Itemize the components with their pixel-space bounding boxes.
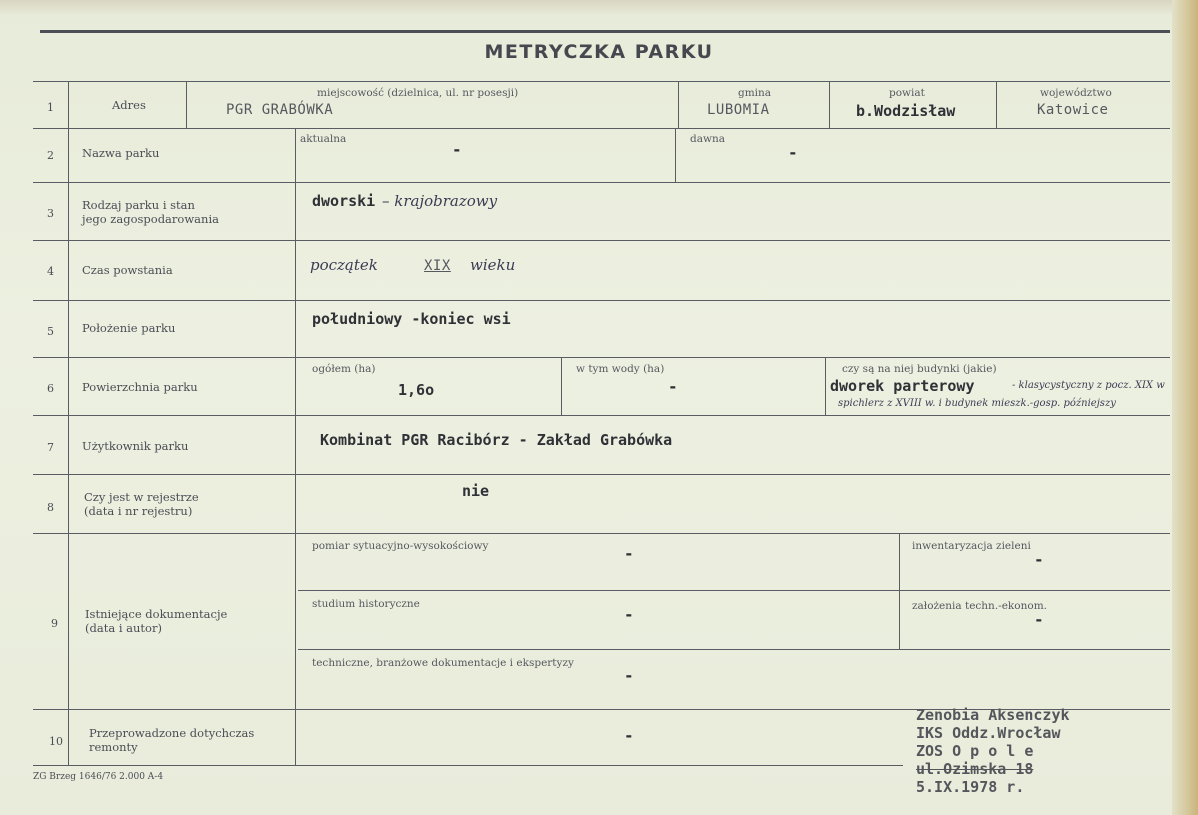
current-name-value: - (452, 140, 462, 159)
creation-time-century: XIX (424, 258, 451, 274)
park-type-handwritten: – krajobrazowy (382, 192, 498, 210)
buildings-typed: dworek parterowy (830, 377, 975, 395)
gmina-caption: gmina (738, 87, 772, 99)
row-number: 10 (49, 735, 63, 748)
adres-divider (186, 81, 187, 128)
water-area-value: - (668, 377, 678, 396)
buildings-hand-1: - klasycystyczny z pocz. XIX w (1012, 380, 1165, 391)
top-rule (40, 30, 1170, 33)
register-value: nie (462, 482, 490, 500)
address-label: Adres (112, 98, 146, 112)
stamp-line-3: ZOS O p o l e (916, 742, 1034, 760)
name-divider (675, 128, 676, 182)
row-number: 8 (47, 501, 54, 514)
row-line-7 (33, 415, 1170, 416)
num-column-line (68, 81, 69, 765)
row-line-6 (33, 357, 1170, 358)
stamp-line-5: 5.IX.1978 r. (916, 778, 1025, 796)
stamp-line-1: Zenobia Aksenczyk (916, 706, 1070, 724)
history-caption: studium historyczne (312, 598, 420, 610)
top-edge (0, 0, 1198, 14)
inventory-value: - (1034, 550, 1044, 569)
park-name-label: Nazwa parku (82, 146, 160, 160)
buildings-hand-2: spichlerz z XVIII w. i budynek mieszk.-gosp. późniejszy (838, 398, 1116, 409)
survey-value: - (624, 544, 634, 563)
area-divider-1 (561, 357, 562, 415)
stamp-line-2: IKS Oddz.Wrocław (916, 724, 1061, 742)
technical-caption: techniczne, branżowe dokumentacje i ekspertyzy (312, 657, 574, 669)
total-area-caption: ogółem (ha) (312, 363, 376, 375)
former-name-value: - (788, 143, 798, 162)
locality-caption: miejscowość (dzielnica, ul. nr posesji) (317, 87, 519, 99)
gmina-divider (678, 81, 679, 128)
creation-time-hand-b: wieku (470, 256, 516, 274)
woj-divider (996, 81, 997, 128)
right-edge (1172, 0, 1198, 815)
creation-time-label: Czas powstania (82, 263, 173, 277)
row-line-9 (33, 533, 1170, 534)
row-number: 3 (47, 207, 54, 220)
woj-caption: województwo (1040, 87, 1112, 99)
row-line-2 (33, 128, 1170, 129)
row-number: 6 (47, 382, 54, 395)
assumptions-value: - (1034, 610, 1044, 629)
inventory-caption: inwentaryzacja zieleni (912, 540, 1031, 552)
row9-line-b (298, 649, 1170, 650)
row-number: 1 (47, 101, 54, 114)
stamp-line-4: ul.Ozimska 18 (916, 760, 1034, 778)
form-title: METRYCZKA PARKU (484, 41, 714, 63)
area-divider-2 (825, 357, 826, 415)
gmina-value: LUBOMIA (707, 102, 770, 118)
row-number: 2 (47, 149, 54, 162)
assumptions-caption: założenia techn.-ekonom. (912, 600, 1047, 612)
powiat-divider (829, 81, 830, 128)
creation-time-hand-a: początek (310, 256, 378, 274)
row-line-1 (33, 81, 1170, 82)
survey-caption: pomiar sytuacyjno-wysokościowy (312, 540, 489, 552)
label-column-line (295, 128, 296, 765)
register-label: Czy jest w rejestrze (data i nr rejestru) (84, 490, 199, 518)
row-line-3 (33, 182, 1170, 183)
renovations-label: Przeprowadzone dotychczas remonty (89, 726, 255, 754)
documentation-label: Istniejące dokumentacje (data i autor) (85, 607, 228, 635)
history-value: - (624, 605, 634, 624)
powiat-value: b.Wodzisław (856, 102, 956, 120)
location-value: południowy -koniec wsi (312, 310, 511, 328)
locality-value: PGR GRABÓWKA (226, 102, 334, 118)
row-line-8 (33, 474, 1170, 475)
row-line-4 (33, 240, 1170, 241)
buildings-caption: czy są na niej budynki (jakie) (842, 363, 997, 375)
area-label: Powierzchnia parku (82, 380, 198, 394)
technical-value: - (624, 666, 634, 685)
woj-value: Katowice (1037, 102, 1109, 118)
location-label: Położenie parku (82, 321, 176, 335)
row-number: 9 (51, 617, 58, 630)
row-number: 4 (47, 265, 54, 278)
print-footer: ZG Brzeg 1646/76 2.000 A-4 (33, 772, 164, 782)
bottom-line (33, 765, 903, 766)
water-area-caption: w tym wody (ha) (576, 363, 665, 375)
park-user-value: Kombinat PGR Racibórz - Zakład Grabówka (320, 431, 673, 449)
park-user-label: Użytkownik parku (82, 439, 189, 453)
former-name-caption: dawna (690, 133, 725, 145)
row-number: 7 (47, 441, 54, 454)
park-type-typed: dworski (312, 192, 376, 210)
renovations-value: - (624, 726, 634, 745)
total-area-value: 1,6o (398, 381, 435, 399)
current-name-caption: aktualna (300, 133, 347, 145)
row9-line-a (298, 590, 1170, 591)
docs-divider (899, 533, 900, 649)
row-number: 5 (47, 325, 54, 338)
row-line-5 (33, 300, 1170, 301)
powiat-caption: powiat (889, 87, 925, 99)
park-type-label: Rodzaj parku i stan jego zagospodarowania (82, 198, 219, 226)
